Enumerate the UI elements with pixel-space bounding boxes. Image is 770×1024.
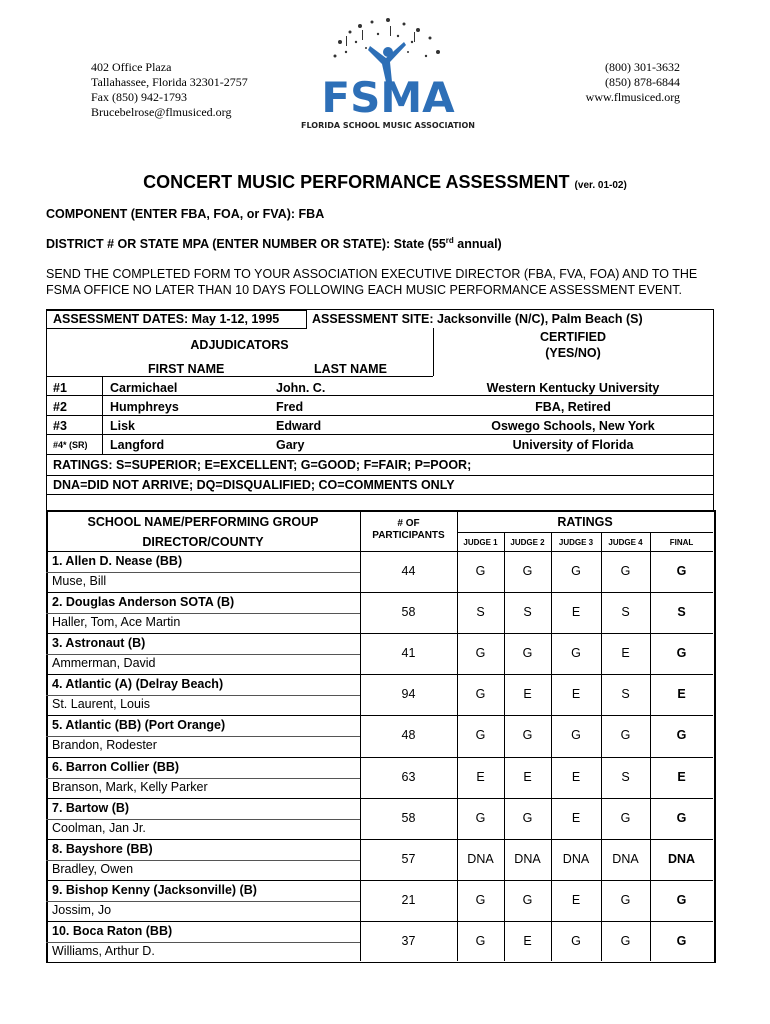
director-name: Ammerman, David xyxy=(52,656,156,671)
final-rating: E xyxy=(677,687,686,702)
judge-3-rating: G xyxy=(571,933,581,948)
district-text: DISTRICT # OR STATE MPA (ENTER NUMBER OR STATE): State (55 xyxy=(46,237,446,252)
adjudicator-last: John. C. xyxy=(276,381,326,395)
final-rating: DNA xyxy=(667,851,696,866)
final-rating: G xyxy=(676,810,687,825)
adjudicator-number: #4* (SR) xyxy=(53,440,88,450)
judge-1-rating: DNA xyxy=(467,851,494,866)
judge-3-header: JUDGE 3 xyxy=(558,538,594,547)
final-rating: G xyxy=(676,728,687,743)
last-name-header: LAST NAME xyxy=(314,362,387,376)
director-name: Brandon, Rodester xyxy=(52,738,157,753)
judge-3-rating: G xyxy=(571,646,581,661)
fsma-logo-graphic xyxy=(300,12,475,134)
judge-1-rating: G xyxy=(475,564,486,578)
participants-count: 63 xyxy=(401,769,416,784)
adjudicator-last: Edward xyxy=(276,419,322,433)
participants-count: 48 xyxy=(401,728,416,743)
judge-1-rating: G xyxy=(475,728,486,743)
adjudicator-number: #1 xyxy=(53,381,67,395)
adjudicator-last: Fred xyxy=(276,400,304,414)
final-rating: G xyxy=(676,564,687,578)
participants-count: 57 xyxy=(401,851,416,866)
phone-line: (800) 301-3632 xyxy=(605,60,680,74)
participants-count: 94 xyxy=(401,687,416,702)
judge-1-rating: S xyxy=(476,605,485,620)
district-line xyxy=(46,236,502,251)
judge-4-rating: S xyxy=(621,769,630,784)
judge-4-rating: S xyxy=(621,687,630,702)
judge-2-rating: S xyxy=(523,605,532,620)
participants-count: 41 xyxy=(401,646,416,661)
adjudicator-first: Humphreys xyxy=(110,400,179,414)
participants-count: 44 xyxy=(401,564,416,578)
judge-3-rating: E xyxy=(571,605,581,620)
school-name: 1. Allen D. Nease (BB) xyxy=(52,554,183,568)
judge-3-rating: E xyxy=(571,892,581,907)
certified-subheader: (YES/NO) xyxy=(545,346,601,360)
judge-2-rating: G xyxy=(522,564,533,578)
judge-2-header: JUDGE 2 xyxy=(510,538,545,547)
version-label: (ver. 01-02) xyxy=(574,180,627,191)
school-name: 4. Atlantic (A) (Delray Beach) xyxy=(52,677,224,692)
participants-subheader: PARTICIPANTS xyxy=(372,530,445,541)
district-superscript: rd xyxy=(445,236,454,245)
assessment-dates: ASSESSMENT DATES: May 1-12, 1995 xyxy=(53,312,280,326)
participants-count: 58 xyxy=(401,605,416,620)
judge-3-rating: DNA xyxy=(562,851,590,866)
adjudicator-first: Lisk xyxy=(110,419,136,433)
page-title xyxy=(0,172,770,193)
judge-1-rating: E xyxy=(476,769,485,784)
judge-2-rating: E xyxy=(523,687,532,702)
director-name: St. Laurent, Louis xyxy=(52,697,150,712)
judge-3-rating: E xyxy=(571,810,581,825)
judge-2-rating: G xyxy=(522,728,533,743)
first-name-header: FIRST NAME xyxy=(148,362,225,376)
adjudicator-affiliation: Oswego Schools, New York xyxy=(491,419,655,433)
assessment-site: ASSESSMENT SITE: Jacksonville (N/C), Palm Beach (S) xyxy=(312,312,643,326)
adjudicator-affiliation: Western Kentucky University xyxy=(486,381,660,395)
fsma-logo xyxy=(300,12,475,134)
judge-4-rating: G xyxy=(620,933,631,948)
school-name: 7. Bartow (B) xyxy=(52,800,130,815)
director-column-header: DIRECTOR/COUNTY xyxy=(142,535,264,549)
school-name: 6. Barron Collier (BB) xyxy=(52,759,180,774)
school-name: 9. Bishop Kenny (Jacksonville) (B) xyxy=(52,882,257,897)
school-name: 8. Bayshore (BB) xyxy=(52,841,153,856)
logo-letters: FSMA xyxy=(321,73,455,122)
adjudicator-number: #2 xyxy=(53,400,67,414)
judge-1-rating: G xyxy=(475,687,486,702)
judge-3-rating: E xyxy=(571,769,581,784)
school-name: 5. Atlantic (BB) (Port Orange) xyxy=(52,718,226,733)
adjudicator-number: #3 xyxy=(53,419,67,433)
address-line: Tallahassee, Florida 32301-2757 xyxy=(91,75,248,89)
judge-1-rating: G xyxy=(475,892,486,907)
director-name: Haller, Tom, Ace Martin xyxy=(52,615,181,630)
judge-4-rating: S xyxy=(621,605,630,620)
judge-2-rating: DNA xyxy=(514,851,541,866)
judge-1-rating: G xyxy=(475,933,486,948)
contact-block xyxy=(530,60,680,105)
judge-2-rating: E xyxy=(523,769,532,784)
judge-4-rating: G xyxy=(620,728,631,743)
judge-1-header: JUDGE 1 xyxy=(463,538,498,547)
judge-3-rating: E xyxy=(571,687,581,702)
judge-4-rating: E xyxy=(621,646,630,661)
participants-count: 58 xyxy=(401,810,416,825)
adjudicators-header: ADJUDICATORS xyxy=(190,338,289,352)
judge-2-rating: E xyxy=(523,933,532,948)
judge-3-rating: G xyxy=(571,564,581,578)
final-rating: G xyxy=(676,933,687,948)
director-name: Muse, Bill xyxy=(52,574,107,588)
instructions-paragraph: SEND THE COMPLETED FORM TO YOUR ASSOCIATION EXECUTIVE DIRECTOR (FBA, FVA, FOA) AND TO THE FSMA OFFICE NO LATER THAN 10 DAYS FOLLOWING EACH MUSIC PERFORMANCE ASSESSMENT EVENT. xyxy=(46,267,698,297)
ratings-legend: RATINGS: S=SUPERIOR; E=EXCELLENT; G=GOOD; F=FAIR; P=POOR; xyxy=(53,458,472,472)
component-line: COMPONENT (ENTER FBA, FOA, or FVA): FBA xyxy=(46,207,325,221)
judge-4-rating: G xyxy=(620,564,631,578)
adjudicator-affiliation: University of Florida xyxy=(512,438,634,452)
participants-header: # OF xyxy=(397,518,420,529)
office-address-block xyxy=(91,60,248,120)
school-column-header: SCHOOL NAME/PERFORMING GROUP xyxy=(87,515,319,529)
school-name: 2. Douglas Anderson SOTA (B) xyxy=(52,595,235,610)
ratings-header: RATINGS xyxy=(557,515,613,529)
certified-header: CERTIFIED xyxy=(540,330,606,344)
title-text: CONCERT MUSIC PERFORMANCE ASSESSMENT xyxy=(143,172,570,192)
address-line: 402 Office Plaza xyxy=(91,60,172,74)
adjudicator-first: Carmichael xyxy=(110,381,178,395)
participants-count: 21 xyxy=(401,892,416,907)
judge-4-rating: DNA xyxy=(612,851,639,866)
director-name: Bradley, Owen xyxy=(52,861,134,876)
judge-2-rating: G xyxy=(522,810,533,825)
judge-1-rating: G xyxy=(475,646,486,661)
fax-line: Fax (850) 942-1793 xyxy=(91,90,187,104)
school-name: 3. Astronaut (B) xyxy=(52,636,146,651)
director-name: Coolman, Jan Jr. xyxy=(52,820,146,835)
judge-4-rating: G xyxy=(620,810,631,825)
adjudicator-affiliation: FBA, Retired xyxy=(535,400,611,414)
judge-2-rating: G xyxy=(522,892,533,907)
phone-line: (850) 878-6844 xyxy=(605,75,680,89)
director-name: Branson, Mark, Kelly Parker xyxy=(52,779,208,794)
adjudicator-first: Langford xyxy=(110,438,165,452)
judge-4-rating: G xyxy=(620,892,631,907)
director-name: Jossim, Jo xyxy=(52,902,112,917)
final-rating: G xyxy=(676,646,687,661)
final-rating: S xyxy=(677,605,686,620)
email-line: Brucebelrose@flmusiced.org xyxy=(91,105,232,119)
final-rating: G xyxy=(676,892,687,907)
school-name: 10. Boca Raton (BB) xyxy=(52,923,173,938)
district-text-end: annual) xyxy=(453,237,502,252)
judge-4-header: JUDGE 4 xyxy=(608,538,643,547)
participants-count: 37 xyxy=(401,933,416,948)
website-line: www.flmusiced.org xyxy=(585,90,680,104)
ratings-legend-continued: DNA=DID NOT ARRIVE; DQ=DISQUALIFIED; CO=COMMENTS ONLY xyxy=(53,478,455,492)
judge-1-rating: G xyxy=(475,810,486,825)
adjudicator-last: Gary xyxy=(276,438,305,452)
final-header: FINAL xyxy=(669,538,694,547)
judge-2-rating: G xyxy=(522,646,533,661)
logo-org-name: FLORIDA SCHOOL MUSIC ASSOCIATION xyxy=(301,121,475,130)
judge-3-rating: G xyxy=(571,728,581,743)
final-rating: E xyxy=(677,769,686,784)
director-name: Williams, Arthur D. xyxy=(52,943,155,958)
